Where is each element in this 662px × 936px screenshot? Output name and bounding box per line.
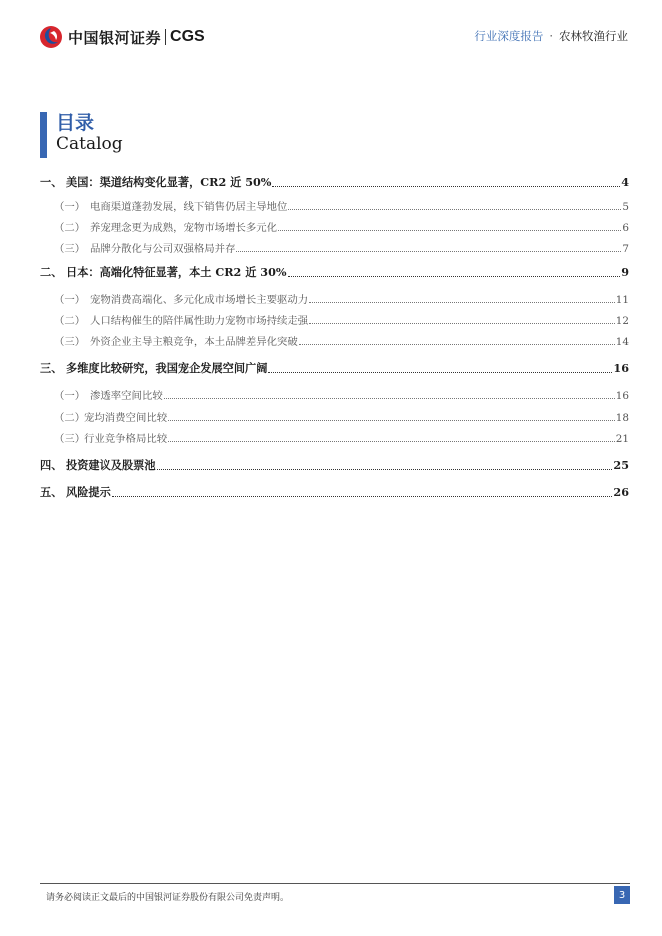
- page-number: 3: [614, 886, 630, 904]
- toc-entry-page: 5: [622, 201, 629, 213]
- toc-subsection-entry[interactable]: [40, 312, 629, 327]
- catalog-title-en: Catalog: [56, 134, 123, 154]
- toc-entry-number: （二）: [54, 412, 86, 424]
- toc-entry-number: （三）: [54, 336, 86, 348]
- toc-entry-number: 三、: [40, 361, 63, 375]
- toc-dot-leader: [278, 230, 621, 231]
- toc-entry-page: 4: [621, 175, 629, 189]
- toc-subsection-entry[interactable]: [40, 240, 629, 255]
- footer-divider: [40, 883, 630, 884]
- toc-entry-number: （一）: [54, 390, 86, 402]
- toc-entry-page: 11: [615, 294, 629, 306]
- toc-entry-page: 16: [615, 390, 629, 402]
- toc-dot-leader: [309, 302, 615, 303]
- toc-entry-number: （一）: [54, 201, 86, 213]
- toc-subsection-entry[interactable]: [40, 409, 629, 424]
- toc-subsection-entry[interactable]: [40, 387, 629, 402]
- toc-entry-title: 宠物消费高端化、多元化成市场增长主要驱动力: [90, 294, 309, 306]
- toc-section-entry[interactable]: [40, 360, 629, 376]
- toc-dot-leader: [288, 276, 621, 277]
- toc-subsection-entry[interactable]: [40, 333, 629, 348]
- toc-subsection-entry[interactable]: [40, 198, 629, 213]
- toc-section-entry[interactable]: [40, 457, 629, 473]
- logo-text-en: CGS: [170, 28, 205, 45]
- toc-dot-leader: [309, 323, 615, 324]
- toc-entry-page: 7: [622, 243, 629, 255]
- toc-entry-page: 9: [621, 265, 629, 279]
- header-report-info: [474, 28, 628, 44]
- toc-entry-title: 外资企业主导主粮竞争，本土品牌差异化突破: [90, 336, 298, 348]
- toc-entry-page: 16: [613, 361, 629, 375]
- toc-entry-title: 渗透率空间比较: [90, 390, 163, 402]
- toc-entry-page: 25: [613, 458, 629, 472]
- toc-entry-title: 多维度比较研究，我国宠企发展空间广阔: [66, 361, 268, 375]
- toc-dot-leader: [164, 398, 615, 399]
- toc-entry-number: 二、: [40, 265, 63, 279]
- header-separator: ·: [549, 29, 553, 43]
- toc-entry-title: 品牌分散化与公司双强格局并存: [90, 243, 236, 255]
- toc-entry-page: 14: [615, 336, 629, 348]
- page-header: [0, 0, 662, 60]
- toc-dot-leader: [168, 420, 615, 421]
- toc-entry-number: 一、: [40, 175, 63, 189]
- toc-entry-number: （三）: [54, 433, 86, 445]
- cgs-logo-icon: [38, 24, 64, 50]
- toc-entry-page: 6: [622, 222, 629, 234]
- toc-section-entry[interactable]: [40, 264, 629, 280]
- logo-text-cn: 中国银河证券: [68, 28, 162, 47]
- toc-entry-number: 五、: [40, 485, 63, 499]
- toc-entry-page: 21: [615, 433, 629, 445]
- catalog-title-cn: 目录: [56, 112, 95, 134]
- industry-name: 农林牧渔行业: [559, 29, 628, 43]
- toc-dot-leader: [157, 469, 613, 470]
- toc-entry-number: 四、: [40, 458, 63, 472]
- toc-dot-leader: [272, 186, 620, 187]
- footer-disclaimer: 请务必阅读正文最后的中国银河证券股份有限公司免责声明。: [46, 893, 290, 903]
- toc-dot-leader: [288, 209, 621, 210]
- catalog-accent-bar: [40, 112, 47, 158]
- toc-entry-number: （三）: [54, 243, 86, 255]
- toc-entry-title: 美国：渠道结构变化显著，CR2 近 50%: [66, 175, 272, 189]
- toc-entry-title: 电商渠道蓬勃发展，线下销售仍居主导地位: [90, 201, 288, 213]
- toc-section-entry[interactable]: [40, 174, 629, 190]
- toc-dot-leader: [299, 344, 615, 345]
- toc-subsection-entry[interactable]: [40, 219, 629, 234]
- toc-entry-number: （一）: [54, 294, 86, 306]
- toc-entry-title: 行业竞争格局比较: [84, 433, 168, 445]
- toc-subsection-entry[interactable]: [40, 291, 629, 306]
- toc-dot-leader: [268, 372, 612, 373]
- toc-subsection-entry[interactable]: [40, 430, 629, 445]
- toc-entry-title: 风险提示: [66, 485, 111, 499]
- report-type: 行业深度报告: [474, 29, 544, 43]
- toc-entry-title: 宠均消费空间比较: [84, 412, 168, 424]
- cgs-logo: [38, 24, 205, 50]
- toc-entry-number: （二）: [54, 315, 86, 327]
- logo-divider: [165, 29, 166, 45]
- toc-dot-leader: [112, 496, 613, 497]
- toc-entry-title: 日本：高端化特征显著，本土 CR2 近 30%: [66, 265, 287, 279]
- toc-dot-leader: [236, 251, 621, 252]
- toc-section-entry[interactable]: [40, 484, 629, 500]
- toc-entry-title: 养宠理念更为成熟，宠物市场增长多元化: [90, 222, 278, 234]
- toc-entry-page: 26: [613, 485, 629, 499]
- toc-entry-number: （二）: [54, 222, 86, 234]
- toc-entry-title: 人口结构催生的陪伴属性助力宠物市场持续走强: [90, 315, 309, 327]
- toc-entry-page: 12: [615, 315, 629, 327]
- toc-entry-page: 18: [615, 412, 629, 424]
- toc-dot-leader: [168, 441, 615, 442]
- toc-entry-title: 投资建议及股票池: [66, 458, 156, 472]
